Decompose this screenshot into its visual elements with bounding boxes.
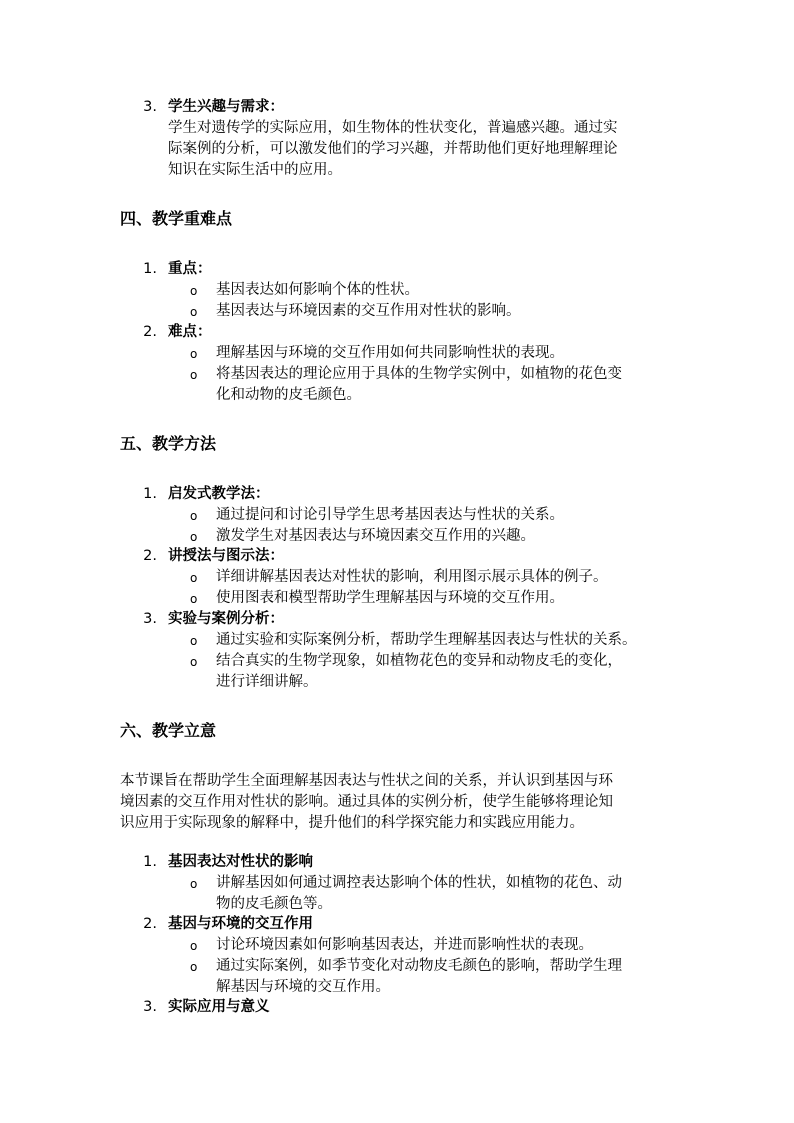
paragraph-line: 识应用于实际现象的解释中，提升他们的科学探究能力和实践应用能力。 xyxy=(120,815,584,831)
list-number: 1. xyxy=(143,854,157,870)
bullet-text: 激发学生对基因表达与环境因素交互作用的兴趣。 xyxy=(216,528,535,544)
bullet-text: 将基因表达的理论应用于具体的生物学实例中，如植物的花色变 xyxy=(216,366,622,382)
list-number: 3. xyxy=(143,999,157,1015)
list-item-title: 实验与案例分析： xyxy=(168,611,284,627)
section-heading: 六、教学立意 xyxy=(120,721,217,740)
bullet-icon: o xyxy=(190,530,198,544)
bullet-text: 基因表达如何影响个体的性状。 xyxy=(216,282,419,298)
list-number: 1. xyxy=(143,261,157,277)
bullet-text: 通过实验和实际案例分析，帮助学生理解基因表达与性状的关系。 xyxy=(216,632,637,648)
list-number: 3. xyxy=(143,611,157,627)
bullet-text: 讨论环境因素如何影响基因表达，并进而影响性状的表现。 xyxy=(216,937,593,953)
bullet-icon: o xyxy=(190,368,198,382)
bullet-text: 物的皮毛颜色等。 xyxy=(216,896,332,912)
bullet-text: 详细讲解基因表达对性状的影响，利用图示展示具体的例子。 xyxy=(216,569,608,585)
bullet-icon: o xyxy=(190,655,198,669)
list-item-title: 学生兴趣与需求： xyxy=(168,99,284,115)
list-number: 2. xyxy=(143,324,157,340)
paragraph-line: 际案例的分析，可以激发他们的学习兴趣，并帮助他们更好地理解理论 xyxy=(168,141,618,157)
list-item-title: 难点： xyxy=(168,324,212,340)
section-heading: 四、教学重难点 xyxy=(120,209,233,228)
bullet-icon: o xyxy=(190,509,198,523)
bullet-text: 化和动物的皮毛颜色。 xyxy=(216,387,361,403)
bullet-icon: o xyxy=(190,571,198,585)
bullet-text: 进行详细讲解。 xyxy=(216,674,318,690)
list-item-title: 重点： xyxy=(168,261,212,277)
bullet-text: 理解基因与环境的交互作用如何共同影响性状的表现。 xyxy=(216,345,564,361)
list-item-title: 讲授法与图示法： xyxy=(168,548,284,564)
list-item-title: 实际应用与意义 xyxy=(168,999,270,1015)
paragraph-line: 本节课旨在帮助学生全面理解基因表达与性状之间的关系，并认识到基因与环 xyxy=(120,773,613,789)
bullet-text: 基因表达与环境因素的交互作用对性状的影响。 xyxy=(216,303,521,319)
bullet-icon: o xyxy=(190,634,198,648)
section-heading: 五、教学方法 xyxy=(120,434,217,453)
list-number: 2. xyxy=(143,548,157,564)
bullet-text: 讲解基因如何通过调控表达影响个体的性状，如植物的花色、动 xyxy=(216,875,622,891)
bullet-icon: o xyxy=(190,284,198,298)
list-number: 1. xyxy=(143,486,157,502)
paragraph-line: 知识在实际生活中的应用。 xyxy=(168,162,342,178)
list-item-title: 启发式教学法： xyxy=(168,486,270,502)
bullet-icon: o xyxy=(190,347,198,361)
list-number: 3. xyxy=(143,99,157,115)
list-item-title: 基因表达对性状的影响 xyxy=(168,854,313,870)
paragraph-line: 境因素的交互作用对性状的影响。通过具体的实例分析，使学生能够将理论知 xyxy=(120,794,613,810)
bullet-icon: o xyxy=(190,939,198,953)
bullet-text: 结合真实的生物学现象，如植物花色的变异和动物皮毛的变化， xyxy=(216,653,622,669)
bullet-icon: o xyxy=(190,592,198,606)
bullet-icon: o xyxy=(190,305,198,319)
bullet-text: 使用图表和模型帮助学生理解基因与环境的交互作用。 xyxy=(216,590,564,606)
bullet-text: 通过实际案例，如季节变化对动物皮毛颜色的影响，帮助学生理 xyxy=(216,958,622,974)
paragraph-line: 学生对遗传学的实际应用，如生物体的性状变化，普遍感兴趣。通过实 xyxy=(168,120,618,136)
list-number: 2. xyxy=(143,916,157,932)
bullet-text: 通过提问和讨论引导学生思考基因表达与性状的关系。 xyxy=(216,507,564,523)
bullet-icon: o xyxy=(190,960,198,974)
list-item-title: 基因与环境的交互作用 xyxy=(168,916,313,932)
bullet-icon: o xyxy=(190,877,198,891)
bullet-text: 解基因与环境的交互作用。 xyxy=(216,979,390,995)
